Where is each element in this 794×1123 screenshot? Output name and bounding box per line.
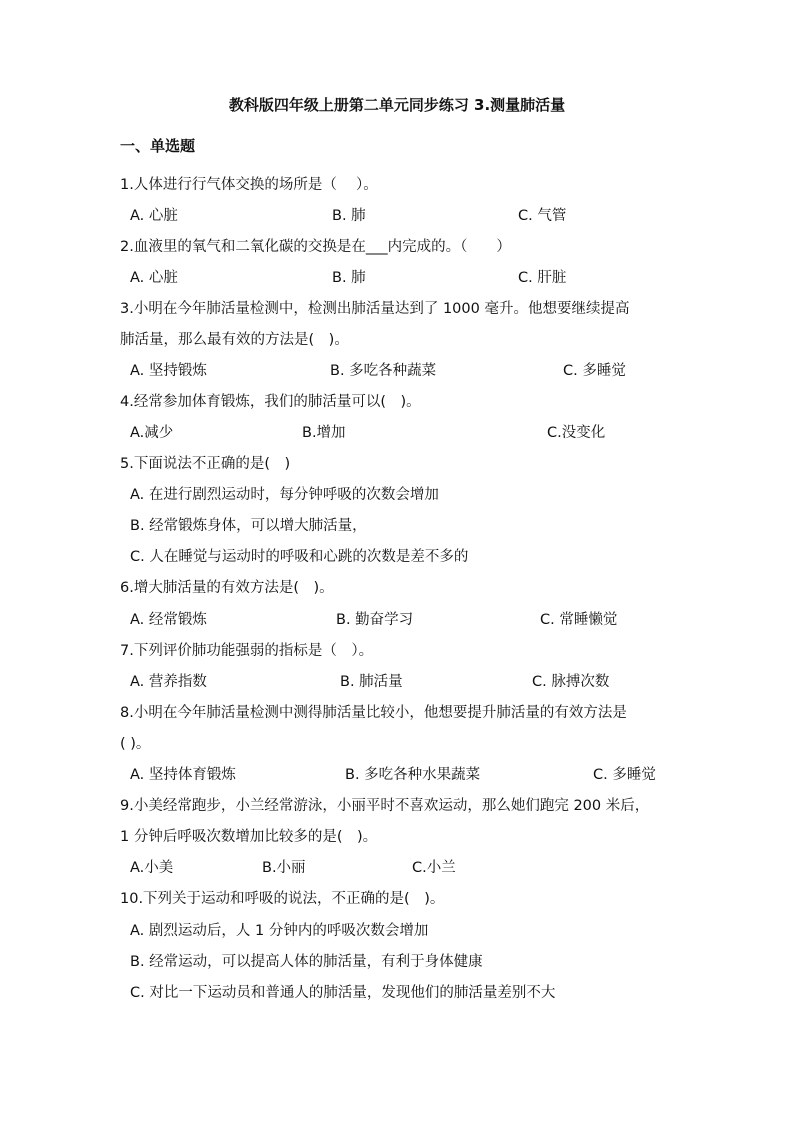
document-title: 教科版四年级上册第二单元同步练习 3.测量肺活量 <box>228 96 566 114</box>
question-8-stem-line-2: ( )。 <box>120 736 151 752</box>
question-3-stem-line-1: 3.小明在今年肺活量检测中，检测出肺活量达到了 1000 毫升。他想要继续提高 <box>120 301 630 317</box>
question-10-option-a[interactable]: A. 剧烈运动后，人 1 分钟内的呼吸次数会增加 <box>130 923 429 939</box>
question-4-stem: 4.经常参加体育锻炼，我们的肺活量可以( )。 <box>120 394 421 410</box>
question-3-option-c[interactable]: C. 多睡觉 <box>563 363 626 379</box>
question-2-option-a[interactable]: A. 心脏 <box>130 270 178 286</box>
question-6-stem: 6.增大肺活量的有效方法是( )。 <box>120 580 334 596</box>
question-7-stem: 7.下列评价肺功能强弱的指标是（ ）。 <box>120 643 374 659</box>
question-10-option-b[interactable]: B. 经常运动，可以提高人体的肺活量，有利于身体健康 <box>130 954 483 970</box>
question-2-option-c[interactable]: C. 肝脏 <box>518 270 567 286</box>
question-8-option-a[interactable]: A. 坚持体育锻炼 <box>130 767 236 783</box>
question-5-option-b[interactable]: B. 经常锻炼身体，可以增大肺活量， <box>130 518 367 534</box>
question-7-option-b[interactable]: B. 肺活量 <box>340 674 403 690</box>
question-9-stem-line-1: 9.小美经常跑步，小兰经常游泳，小丽平时不喜欢运动，那么她们跑完 200 米后， <box>120 798 650 814</box>
question-10-option-c[interactable]: C. 对比一下运动员和普通人的肺活量，发现他们的肺活量差别不大 <box>130 985 556 1001</box>
question-9-option-a[interactable]: A.小美 <box>130 860 174 876</box>
question-1-option-a[interactable]: A. 心脏 <box>130 208 178 224</box>
question-6-option-b[interactable]: B. 勤奋学习 <box>336 612 414 628</box>
question-1-option-b[interactable]: B. 肺 <box>332 208 366 224</box>
question-4-option-b[interactable]: B.增加 <box>302 425 346 441</box>
question-4-option-a[interactable]: A.减少 <box>130 425 174 441</box>
question-7-option-c[interactable]: C. 脉搏次数 <box>532 674 610 690</box>
question-2-stem: 2.血液里的氧气和二氧化碳的交换是在___内完成的。（ ） <box>120 239 511 255</box>
question-9-option-c[interactable]: C.小兰 <box>412 860 456 876</box>
question-4-option-c[interactable]: C.没变化 <box>547 425 606 441</box>
question-10-stem: 10.下列关于运动和呼吸的说法，不正确的是( )。 <box>120 891 445 907</box>
question-9-stem-line-2: 1 分钟后呼吸次数增加比较多的是( )。 <box>120 829 378 845</box>
question-8-option-b[interactable]: B. 多吃各种水果蔬菜 <box>345 767 481 783</box>
question-3-option-b[interactable]: B. 多吃各种蔬菜 <box>330 363 437 379</box>
question-7-option-a[interactable]: A. 营养指数 <box>130 674 207 690</box>
question-6-option-a[interactable]: A. 经常锻炼 <box>130 612 207 628</box>
question-8-stem-line-1: 8.小明在今年肺活量检测中测得肺活量比较小，他想要提升肺活量的有效方法是 <box>120 705 627 721</box>
question-5-option-c[interactable]: C. 人在睡觉与运动时的呼吸和心跳的次数是差不多的 <box>130 549 469 565</box>
question-1-stem: 1.人体进行行气体交换的场所是（ ）。 <box>120 177 378 193</box>
question-3-option-a[interactable]: A. 坚持锻炼 <box>130 363 207 379</box>
question-8-option-c[interactable]: C. 多睡觉 <box>593 767 656 783</box>
question-1-option-c[interactable]: C. 气管 <box>518 208 567 224</box>
question-9-option-b[interactable]: B.小丽 <box>262 860 306 876</box>
section-heading: 一、单选题 <box>120 137 196 155</box>
question-2-option-b[interactable]: B. 肺 <box>332 270 366 286</box>
question-5-stem: 5.下面说法不正确的是( ) <box>120 456 291 472</box>
question-5-option-a[interactable]: A. 在进行剧烈运动时，每分钟呼吸的次数会增加 <box>130 487 439 503</box>
question-6-option-c[interactable]: C. 常睡懒觉 <box>540 612 618 628</box>
question-3-stem-line-2: 肺活量，那么最有效的方法是( )。 <box>120 332 349 348</box>
